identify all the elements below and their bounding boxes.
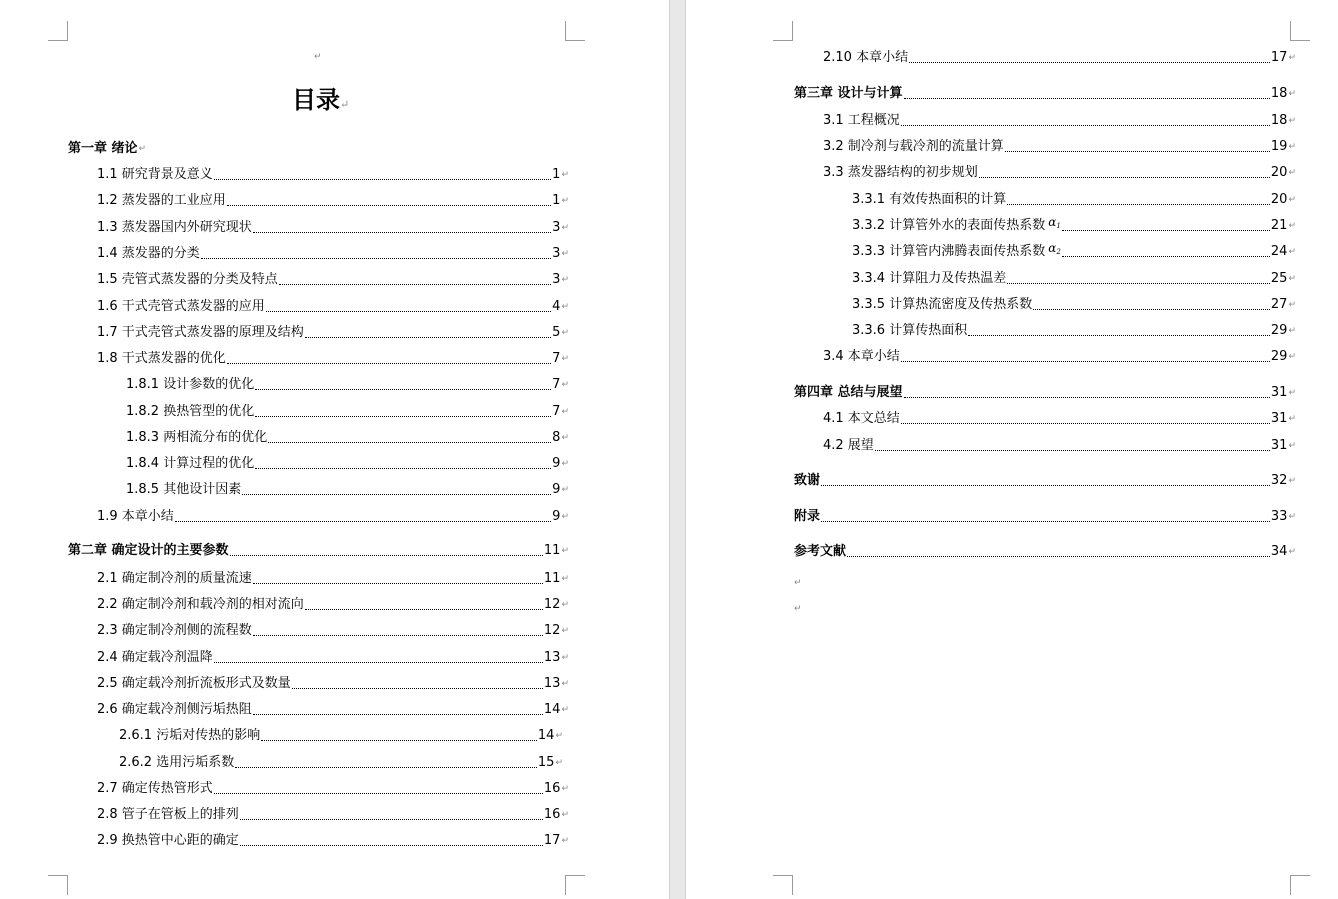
- dot-leader: [1007, 283, 1270, 284]
- toc-entry[interactable]: [852, 242, 1296, 260]
- paragraph-mark: ↵: [794, 604, 802, 614]
- toc-entry[interactable]: [97, 349, 569, 367]
- toc-entry[interactable]: [823, 137, 1296, 155]
- dot-leader: [279, 284, 551, 285]
- dot-leader: [904, 397, 1270, 398]
- toc-entry-title: 2.10 本章小结: [823, 50, 909, 65]
- toc-page-number: 12: [543, 623, 561, 638]
- dot-leader: [235, 767, 537, 768]
- paragraph-mark: ↵: [1288, 116, 1296, 126]
- toc-page-number: 3: [552, 220, 561, 235]
- symbol-subscript: 1: [1056, 222, 1061, 230]
- toc-entry[interactable]: [794, 471, 1296, 489]
- toc-entry-title: 1.8 干式蒸发器的优化: [97, 351, 226, 366]
- toc-page-number: 8: [552, 430, 561, 445]
- toc-entry[interactable]: [823, 111, 1296, 129]
- toc-page-number: 7: [552, 404, 561, 419]
- symbol-char: α: [1048, 241, 1057, 255]
- toc-page-number: 1: [552, 167, 561, 182]
- toc-page-number: 31: [1270, 438, 1288, 453]
- toc-entry[interactable]: [97, 323, 569, 341]
- symbol-subscript: 2: [1056, 248, 1061, 256]
- toc-page-number: 27: [1270, 297, 1288, 312]
- toc-entry[interactable]: [97, 621, 569, 639]
- paragraph-mark: ↵: [561, 433, 569, 443]
- toc-page-number: 21: [1270, 218, 1288, 233]
- toc-entry-title: 1.3 蒸发器国内外研究现状: [97, 220, 252, 235]
- toc-page-number: 5: [552, 325, 561, 340]
- toc-entry[interactable]: [126, 428, 569, 446]
- toc-page-number: 16: [543, 781, 561, 796]
- toc-entry-title: 1.2 蒸发器的工业应用: [97, 193, 226, 208]
- toc-entry-title: 3.3.3 计算管内沸腾表面传热系数: [852, 244, 1046, 259]
- paragraph-mark: ↵: [561, 354, 569, 364]
- dot-leader: [255, 416, 551, 417]
- toc-page-number: 34: [1270, 544, 1288, 559]
- toc-entry[interactable]: [852, 321, 1296, 339]
- toc-entry-title: 2.1 确定制冷剂的质量流速: [97, 571, 252, 586]
- paragraph-mark: ↵: [1288, 53, 1296, 63]
- paragraph-mark: ↵: [1288, 441, 1296, 451]
- toc-page-number: 29: [1270, 349, 1288, 364]
- toc-page-number: 32: [1270, 473, 1288, 488]
- toc-entry[interactable]: [68, 541, 569, 559]
- toc-entry[interactable]: [97, 507, 569, 525]
- toc-entry-title: 2.6.1 污垢对传热的影响: [119, 728, 261, 743]
- paragraph-mark: ↵: [138, 144, 147, 154]
- toc-entry-title: 3.3.5 计算热流密度及传热系数: [852, 297, 1033, 312]
- toc-entry[interactable]: [852, 295, 1296, 313]
- paragraph-mark: ↵: [1288, 274, 1296, 284]
- toc-entry-title: 3.3.2 计算管外水的表面传热系数: [852, 218, 1046, 233]
- toc-page-number: 19: [1270, 139, 1288, 154]
- toc-entry-title: 1.8.4 计算过程的优化: [126, 456, 255, 471]
- toc-page-number: 11: [543, 571, 561, 586]
- dot-leader: [847, 556, 1270, 557]
- toc-entry-title: 致谢: [794, 473, 821, 488]
- dot-leader: [253, 635, 543, 636]
- paragraph-mark: ↵: [561, 600, 569, 610]
- paragraph-mark: ↵: [1288, 195, 1296, 205]
- toc-entry[interactable]: [97, 244, 569, 262]
- toc-entry-title: 3.4 本章小结: [823, 349, 900, 364]
- paragraph-mark: ↵: [561, 328, 569, 338]
- paragraph-mark: ↵: [561, 653, 569, 663]
- dot-leader: [268, 442, 551, 443]
- dot-leader: [1007, 204, 1270, 205]
- crop-mark-top-left: [773, 21, 793, 41]
- dot-leader: [305, 609, 543, 610]
- dot-leader: [201, 258, 551, 259]
- toc-page-number: 1: [552, 193, 561, 208]
- toc-entry[interactable]: [126, 375, 569, 393]
- toc-entry[interactable]: [97, 674, 569, 692]
- crop-mark-top-left: [48, 21, 68, 41]
- paragraph-mark: ↵: [1288, 326, 1296, 336]
- dot-leader: [305, 337, 551, 338]
- toc-page-number: 18: [1270, 86, 1288, 101]
- toc-entry-title: 2.6 确定载冷剂侧污垢热阻: [97, 702, 252, 717]
- toc-entry-title: 2.6.2 选用污垢系数: [119, 755, 235, 770]
- toc-entry-title: 1.8.5 其他设计因素: [126, 482, 242, 497]
- toc-entry-title: 3.2 制冷剂与载冷剂的流量计算: [823, 139, 1004, 154]
- paragraph-mark: ↵: [794, 578, 802, 588]
- toc-entry[interactable]: [97, 805, 569, 823]
- toc-entry-title: 1.8.1 设计参数的优化: [126, 377, 255, 392]
- toc-entry-title: 3.3.6 计算传热面积: [852, 323, 968, 338]
- dot-leader: [821, 485, 1270, 486]
- toc-entry[interactable]: [97, 165, 569, 183]
- page-gutter: [669, 0, 686, 899]
- paragraph-mark: ↵: [561, 275, 569, 285]
- dot-leader: [227, 363, 551, 364]
- toc-entry[interactable]: [823, 409, 1296, 427]
- paragraph-mark: ↵: [1288, 89, 1296, 99]
- dot-leader: [214, 793, 543, 794]
- dot-leader: [909, 62, 1270, 63]
- dot-leader: [968, 335, 1270, 336]
- toc-entry-title: 3.3 蒸发器结构的初步规划: [823, 165, 978, 180]
- dot-leader: [266, 311, 551, 312]
- toc-entry[interactable]: [126, 402, 569, 420]
- symbol-char: α: [1048, 215, 1057, 229]
- dot-leader: [261, 740, 537, 741]
- toc-entry-title: 2.8 管子在管板上的排列: [97, 807, 239, 822]
- toc-entry-title: 1.6 干式壳管式蒸发器的应用: [97, 299, 265, 314]
- paragraph-mark: ↵: [555, 731, 563, 741]
- toc-entry[interactable]: [97, 779, 569, 797]
- toc-entry-title: 附录: [794, 509, 821, 524]
- paragraph-mark: ↵: [561, 626, 569, 636]
- dot-leader: [1005, 151, 1270, 152]
- toc-page-number: 9: [552, 456, 561, 471]
- crop-mark-bottom-right: [565, 875, 585, 895]
- paragraph-mark: ↵: [561, 836, 569, 846]
- toc-page-number: 3: [552, 272, 561, 287]
- toc-entry[interactable]: [852, 216, 1296, 234]
- toc-entry-title: 2.2 确定制冷剂和载冷剂的相对流向: [97, 597, 304, 612]
- paragraph-mark: ↵: [561, 784, 569, 794]
- toc-entry[interactable]: [823, 163, 1296, 181]
- toc-entry-title: 1.5 壳管式蒸发器的分类及特点: [97, 272, 278, 287]
- toc-entry-title: 1.8.3 两相流分布的优化: [126, 430, 268, 445]
- toc-page-number: 20: [1270, 165, 1288, 180]
- toc-page-number: 33: [1270, 509, 1288, 524]
- paragraph-mark: ↵: [1288, 352, 1296, 362]
- crop-mark-bottom-left: [48, 875, 68, 895]
- paragraph-mark: ↵: [1288, 221, 1296, 231]
- toc-page-number: 3: [552, 246, 561, 261]
- dot-leader: [253, 583, 543, 584]
- toc-entry-title: 第三章 设计与计算: [794, 86, 903, 101]
- dot-leader: [230, 555, 543, 556]
- toc-page-number: 7: [552, 377, 561, 392]
- toc-entry-title: 第二章 确定设计的主要参数: [68, 543, 229, 558]
- toc-page-number: 12: [543, 597, 561, 612]
- paragraph-mark: ↵: [1288, 476, 1296, 486]
- alpha-symbol: [1048, 240, 1061, 260]
- toc-entry[interactable]: [794, 84, 1296, 102]
- dot-leader: [175, 521, 551, 522]
- dot-leader: [901, 361, 1270, 362]
- paragraph-mark: ↵: [561, 512, 569, 522]
- toc-entry[interactable]: [852, 269, 1296, 287]
- paragraph-mark: ↵: [561, 170, 569, 180]
- dot-leader: [1062, 256, 1270, 257]
- toc-page-number: 17: [543, 833, 561, 848]
- paragraph-mark: ↵: [555, 758, 563, 768]
- paragraph-mark: ↵: [1288, 512, 1296, 522]
- paragraph-mark: ↵: [1288, 547, 1296, 557]
- toc-page-number: 11: [543, 543, 561, 558]
- toc-entry-title: 2.4 确定载冷剂温降: [97, 650, 213, 665]
- dot-leader: [979, 177, 1270, 178]
- toc-entry[interactable]: [97, 595, 569, 613]
- crop-mark-top-right: [1290, 21, 1310, 41]
- toc-entry-title: 2.5 确定载冷剂折流板形式及数量: [97, 676, 291, 691]
- toc-page-number: 13: [543, 650, 561, 665]
- paragraph-mark: ↵: [561, 302, 569, 312]
- crop-mark-bottom-right: [1290, 875, 1310, 895]
- toc-entry[interactable]: [823, 347, 1296, 365]
- toc-page-number: 31: [1270, 385, 1288, 400]
- toc-entry-title: 3.1 工程概况: [823, 113, 900, 128]
- paragraph-mark: ↵: [561, 485, 569, 495]
- toc-page-number: 18: [1270, 113, 1288, 128]
- paragraph-mark: ↵: [561, 679, 569, 689]
- toc-entry[interactable]: [97, 648, 569, 666]
- toc-page-number: 31: [1270, 411, 1288, 426]
- dot-leader: [227, 205, 551, 206]
- paragraph-mark: ↵: [1288, 388, 1296, 398]
- toc-entry[interactable]: [97, 191, 569, 209]
- paragraph-mark: ↵: [561, 196, 569, 206]
- toc-entry[interactable]: [126, 454, 569, 472]
- crop-mark-top-right: [565, 21, 585, 41]
- toc-page-number: 14: [543, 702, 561, 717]
- paragraph-mark: ↵: [561, 407, 569, 417]
- toc-entry-title: 2.7 确定传热管形式: [97, 781, 213, 796]
- toc-entry[interactable]: [97, 569, 569, 587]
- paragraph-mark: ↵: [1288, 300, 1296, 310]
- toc-page-number: 20: [1270, 192, 1288, 207]
- paragraph-mark: ↵: [561, 546, 569, 556]
- paragraph-mark: ↵: [561, 459, 569, 469]
- dot-leader: [255, 389, 551, 390]
- toc-entry-title: 4.1 本文总结: [823, 411, 900, 426]
- toc-entry[interactable]: [852, 190, 1296, 208]
- dot-leader: [821, 521, 1270, 522]
- toc-page-number: 9: [552, 509, 561, 524]
- toc-page-number: 7: [552, 351, 561, 366]
- toc-page-number: 24: [1270, 244, 1288, 259]
- paragraph-mark: ↵: [1288, 247, 1296, 257]
- dot-leader: [1033, 309, 1270, 310]
- toc-entry[interactable]: [97, 297, 569, 315]
- paragraph-mark: ↵: [561, 223, 569, 233]
- toc-entry-title: 2.9 换热管中心距的确定: [97, 833, 239, 848]
- paragraph-mark: ↵: [1288, 168, 1296, 178]
- toc-entry[interactable]: [823, 48, 1296, 66]
- toc-page-number: 25: [1270, 271, 1288, 286]
- alpha-symbol: [1048, 214, 1061, 234]
- paragraph-mark: ↵: [1288, 414, 1296, 424]
- toc-entry-title: 参考文献: [794, 544, 847, 559]
- dot-leader: [253, 232, 551, 233]
- toc-entry[interactable]: [119, 726, 563, 744]
- toc-entry[interactable]: [97, 700, 569, 718]
- toc-entry-title: 1.7 干式壳管式蒸发器的原理及结构: [97, 325, 304, 340]
- toc-entry[interactable]: [97, 270, 569, 288]
- dot-leader: [292, 688, 543, 689]
- toc-entry[interactable]: [97, 831, 569, 849]
- dot-leader: [240, 819, 543, 820]
- dot-leader: [242, 494, 551, 495]
- toc-page-number: 4: [552, 299, 561, 314]
- toc-page-number: 14: [537, 728, 555, 743]
- dot-leader: [253, 714, 543, 715]
- toc-entry-title: 2.3 确定制冷剂侧的流程数: [97, 623, 252, 638]
- toc-entry[interactable]: [823, 436, 1296, 454]
- paragraph-mark: ↵: [561, 705, 569, 715]
- toc-entry[interactable]: [68, 139, 569, 157]
- dot-leader: [214, 179, 551, 180]
- toc-page-number: 15: [537, 755, 555, 770]
- paragraph-mark: ↵: [561, 380, 569, 390]
- dot-leader: [875, 450, 1270, 451]
- dot-leader: [240, 845, 543, 846]
- paragraph-mark: ↵: [561, 249, 569, 259]
- toc-entry-title: 1.4 蒸发器的分类: [97, 246, 200, 261]
- toc-entry[interactable]: [126, 480, 569, 498]
- toc-entry[interactable]: [97, 218, 569, 236]
- toc-entry[interactable]: [119, 753, 563, 771]
- toc-entry-title: 1.8.2 换热管型的优化: [126, 404, 255, 419]
- dot-leader: [214, 662, 543, 663]
- paragraph-mark: ↵: [314, 52, 322, 62]
- document-page-right: [686, 0, 1338, 899]
- toc-entry[interactable]: [794, 507, 1296, 525]
- toc-entry-title: 第一章 绪论: [68, 141, 138, 156]
- toc-entry-title: 1.1 研究背景及意义: [97, 167, 213, 182]
- crop-mark-bottom-left: [773, 875, 793, 895]
- paragraph-mark: ↵: [561, 810, 569, 820]
- toc-title: 目录↵: [292, 85, 350, 114]
- dot-leader: [255, 468, 551, 469]
- toc-entry-title: 3.3.1 有效传热面积的计算: [852, 192, 1007, 207]
- toc-entry-title: 1.9 本章小结: [97, 509, 174, 524]
- toc-entry[interactable]: [794, 383, 1296, 401]
- toc-page-number: 13: [543, 676, 561, 691]
- dot-leader: [904, 98, 1270, 99]
- toc-entry-title: 4.2 展望: [823, 438, 874, 453]
- paragraph-mark: ↵: [561, 574, 569, 584]
- toc-page-number: 29: [1270, 323, 1288, 338]
- toc-page-number: 17: [1270, 50, 1288, 65]
- toc-page-number: 16: [543, 807, 561, 822]
- dot-leader: [1062, 230, 1270, 231]
- dot-leader: [901, 125, 1270, 126]
- toc-page-number: 9: [552, 482, 561, 497]
- toc-entry-title: 第四章 总结与展望: [794, 385, 903, 400]
- toc-entry-title: 3.3.4 计算阻力及传热温差: [852, 271, 1007, 286]
- dot-leader: [901, 423, 1270, 424]
- toc-entry[interactable]: [794, 542, 1296, 560]
- paragraph-mark: ↵: [1288, 142, 1296, 152]
